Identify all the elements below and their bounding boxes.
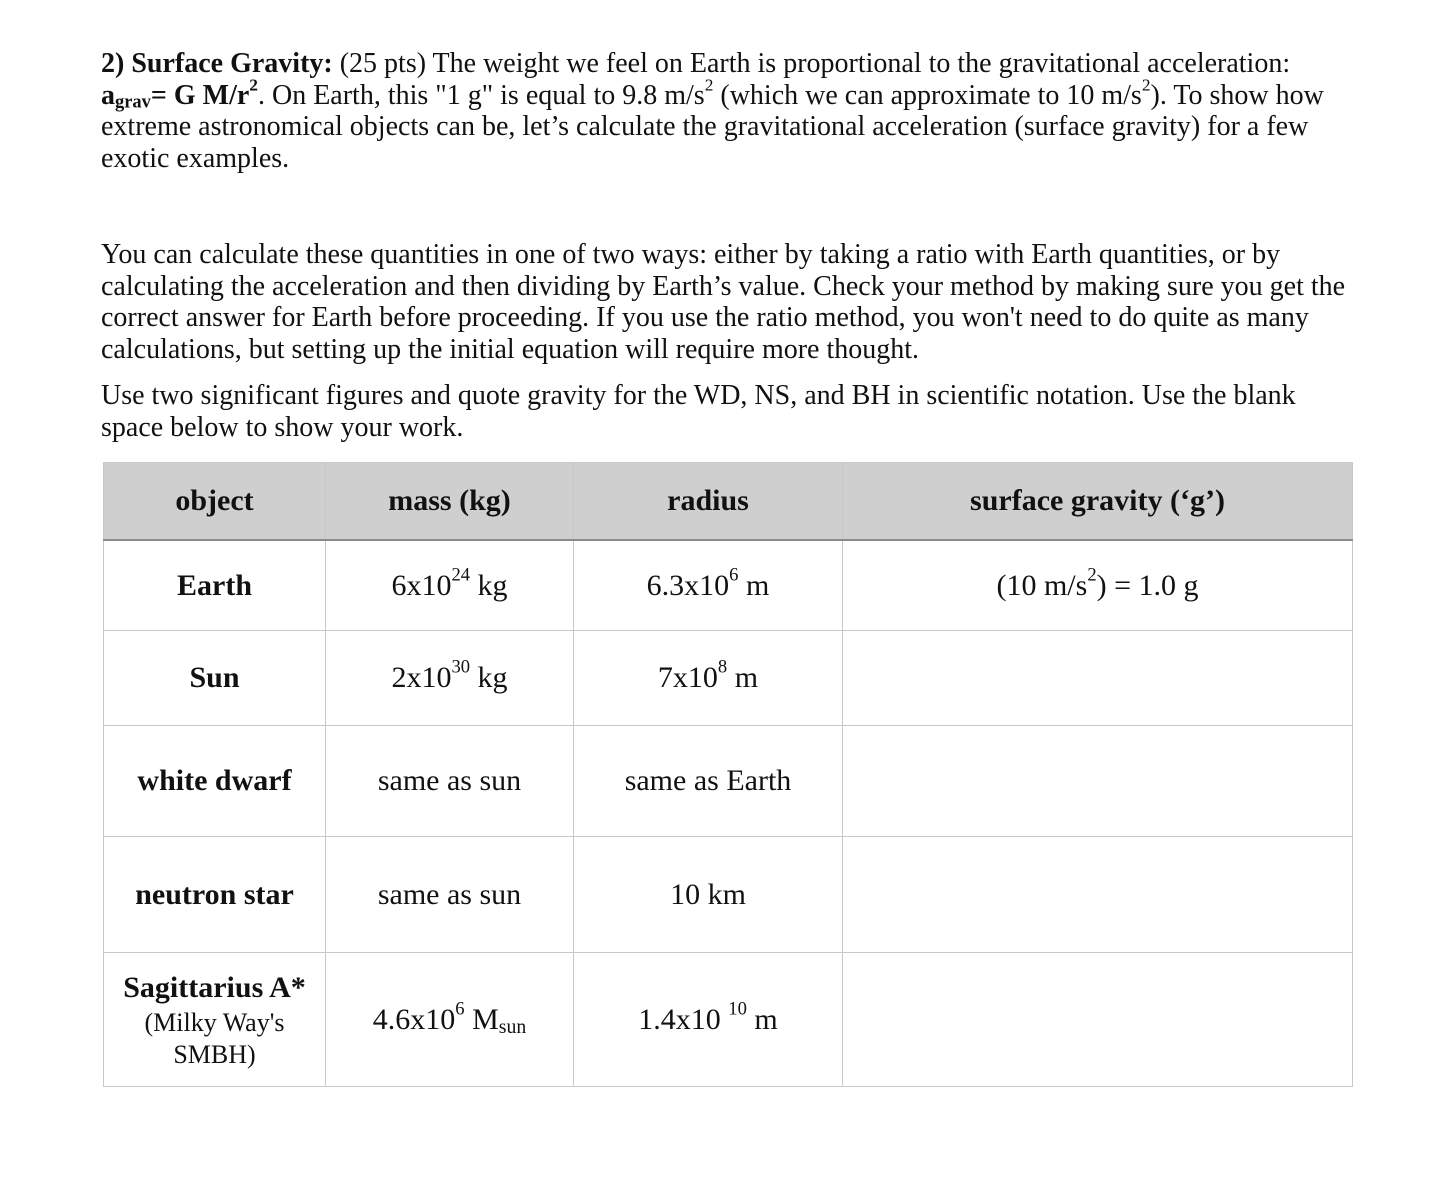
mass-cell: same as sun	[326, 837, 574, 953]
radius-cell: 10 km	[574, 837, 843, 953]
header-radius: radius	[574, 463, 843, 541]
object-cell: neutron star	[104, 837, 326, 953]
mass-cell: $2x10^{30}$ kg	[326, 631, 574, 726]
radius-cell: 1.4x10 $^{10}$ m	[574, 953, 843, 1087]
radius-cell: $6.3x10^6$ m	[574, 540, 843, 631]
method-instructions: You can calculate these quantities in one of two ways: either by taking a ratio with Earth quantities, or by calculating the acceleration and then dividing by Earth’s value. Check your method by making sure you get the correct answer for Earth before proceeding. If you use the ratio method, you won't need to do quite as many calculations, but setting up the initial equation will require more thought.	[101, 239, 1346, 365]
gravity-answer-cell[interactable]	[843, 837, 1353, 953]
gravity-answer-cell[interactable]	[843, 631, 1353, 726]
table-row	[104, 631, 1353, 726]
header-object: object	[104, 463, 326, 541]
surface-gravity-table	[103, 462, 1353, 1087]
object-cell: white dwarf	[104, 726, 326, 837]
gravity-answer-cell[interactable]	[843, 953, 1353, 1087]
radius-cell: $7x10^8$ m	[574, 631, 843, 726]
object-cell: Sagittarius A* (Milky Way's SMBH)	[104, 953, 326, 1087]
table-header-row	[104, 463, 1353, 541]
worksheet-page	[101, 48, 1351, 1087]
problem-statement: 2) Surface Gravity: (25 pts) The weight we feel on Earth is proportional to the gravitational acceleration: $a_{grav}= G$ $M/r^2$. On Earth, this "1 g" is equal to 9.8 $m/s^2$ (which we can approximate to 10 $m/s^2$). To show how extreme astronomical objects can be, let’s calculate the gravitational acceleration (surface gravity) for a few exotic examples.	[101, 48, 1324, 174]
mass-cell: same as sun	[326, 726, 574, 837]
table-row	[104, 726, 1353, 837]
header-surface-gravity: surface gravity (‘g’)	[843, 463, 1353, 541]
object-cell: Sun	[104, 631, 326, 726]
gravity-answer-cell: (10 $m/s^2) = 1.0$ g	[843, 540, 1353, 631]
table-row	[104, 953, 1353, 1087]
problem-title: 2) Surface Gravity:	[101, 48, 333, 79]
problem-points: (25 pts)	[339, 48, 427, 79]
gravity-answer-cell[interactable]	[843, 726, 1353, 837]
object-cell: Earth	[104, 540, 326, 631]
sigfig-instructions: Use two significant figures and quote gravity for the WD, NS, and BH in scientific notation. Use the blank space below to show your work.	[101, 380, 1296, 443]
table-row	[104, 540, 1353, 631]
table-row	[104, 837, 1353, 953]
header-mass: mass (kg)	[326, 463, 574, 541]
mass-cell: $4.6x10^6$ $M_{sun}$	[326, 953, 574, 1087]
mass-cell: $6x10^{24}$ kg	[326, 540, 574, 631]
gravity-formula: $a_{grav}= G$ $M/r^2$	[101, 74, 258, 112]
radius-cell: same as Earth	[574, 726, 843, 837]
